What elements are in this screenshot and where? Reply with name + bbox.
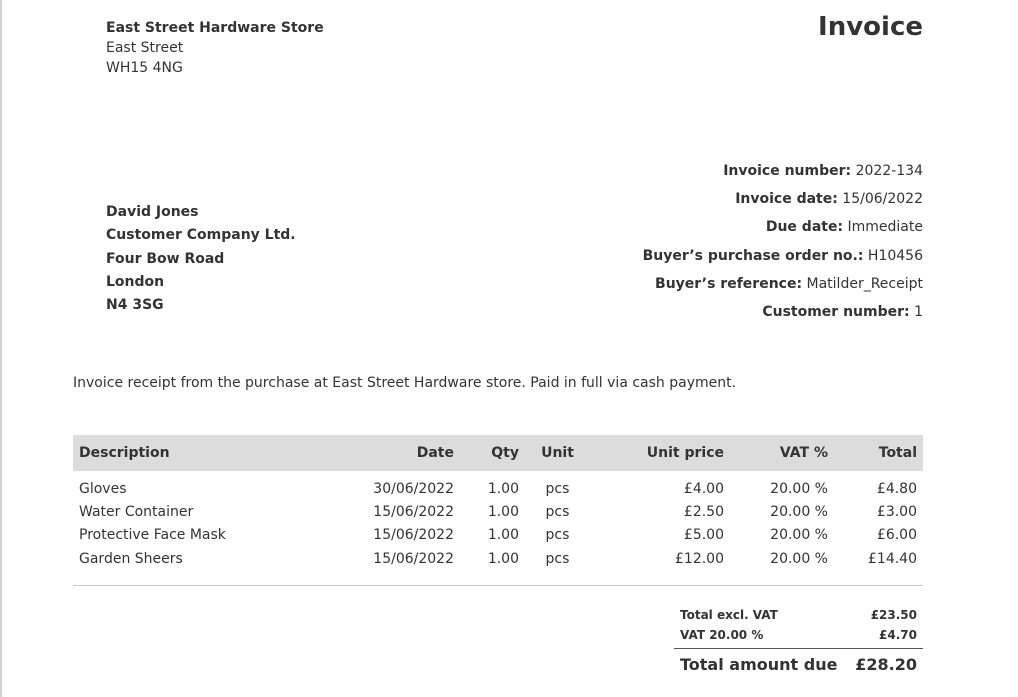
cell-unit-price: £12.00 (675, 550, 724, 567)
meta-due-date: Due date: Immediate (765, 219, 923, 236)
seller-address (106, 18, 324, 78)
col-unit: Unit (541, 445, 574, 461)
cell-date: 15/06/2022 (373, 503, 454, 520)
total-due-row (674, 653, 923, 677)
col-qty: Qty (491, 445, 519, 461)
cell-description: Water Container (79, 503, 194, 520)
cell-vat: 20.00 % (770, 527, 828, 544)
buyer-address (106, 201, 296, 317)
page-left-border (0, 0, 2, 697)
meta-invoice-date: Invoice date: 15/06/2022 (735, 191, 923, 208)
table-row (73, 500, 923, 523)
total-due-label: Total amount due (680, 655, 838, 674)
total-excl-vat-row (674, 605, 923, 625)
col-unit-price: Unit price (646, 445, 724, 461)
cell-description: Garden Sheers (79, 550, 183, 567)
col-vat: VAT % (779, 445, 828, 461)
cell-qty: 1.00 (487, 503, 519, 520)
buyer-company: Customer Company Ltd. (106, 227, 296, 244)
document-title: Invoice (818, 12, 923, 42)
totals-block (674, 605, 923, 677)
cell-unit-price: £4.00 (683, 480, 724, 497)
cell-qty: 1.00 (487, 527, 519, 544)
seller-postcode: WH15 4NG (106, 60, 183, 76)
total-excl-vat-value: £23.50 (870, 608, 917, 622)
table-bottom-rule (73, 585, 923, 586)
col-date: Date (416, 445, 454, 461)
total-excl-vat-label: Total excl. VAT (680, 608, 778, 622)
buyer-contact: David Jones (106, 204, 199, 220)
cell-qty: 1.00 (487, 480, 519, 497)
cell-unit: pcs (545, 550, 570, 567)
cell-unit: pcs (545, 480, 570, 497)
col-total: Total (878, 445, 917, 461)
meta-customer-number: Customer number: 1 (762, 304, 923, 321)
cell-vat: 20.00 % (770, 480, 828, 497)
meta-purchase-order: Buyer’s purchase order no.: H10456 (642, 247, 923, 264)
cell-qty: 1.00 (487, 550, 519, 567)
line-items-table (73, 435, 923, 570)
cell-date: 15/06/2022 (373, 550, 454, 567)
cell-date: 15/06/2022 (373, 527, 454, 544)
cell-description: Protective Face Mask (79, 527, 226, 544)
table-row (73, 547, 923, 570)
col-description: Description (79, 445, 170, 461)
buyer-postcode: N4 3SG (106, 297, 164, 314)
table-row (73, 524, 923, 547)
vat-row (674, 625, 923, 645)
cell-description: Gloves (79, 480, 127, 497)
cell-date: 30/06/2022 (373, 480, 454, 497)
seller-name: East Street Hardware Store (106, 20, 324, 36)
cell-total: £4.80 (876, 480, 917, 497)
cell-unit-price: £2.50 (683, 503, 724, 520)
table-row (73, 471, 923, 500)
cell-total: £14.40 (868, 550, 917, 567)
table-header-row (73, 435, 923, 471)
vat-label: VAT 20.00 % (680, 628, 764, 642)
invoice-note: Invoice receipt from the purchase at East Street Hardware store. Paid in full via cash payment. (73, 375, 737, 391)
totals-divider (674, 648, 923, 649)
cell-total: £6.00 (876, 527, 917, 544)
buyer-street: Four Bow Road (106, 250, 225, 267)
cell-total: £3.00 (876, 503, 917, 520)
cell-unit: pcs (545, 503, 570, 520)
cell-unit-price: £5.00 (683, 527, 724, 544)
vat-value: £4.70 (879, 628, 917, 642)
cell-vat: 20.00 % (770, 550, 828, 567)
meta-buyer-reference: Buyer’s reference: Matilder_Receipt (655, 275, 923, 292)
total-due-value: £28.20 (855, 655, 917, 674)
seller-street: East Street (106, 40, 184, 56)
buyer-city: London (106, 273, 165, 290)
cell-unit: pcs (545, 527, 570, 544)
invoice-meta (643, 157, 923, 326)
meta-invoice-number: Invoice number: 2022-134 (723, 163, 923, 179)
cell-vat: 20.00 % (770, 503, 828, 520)
